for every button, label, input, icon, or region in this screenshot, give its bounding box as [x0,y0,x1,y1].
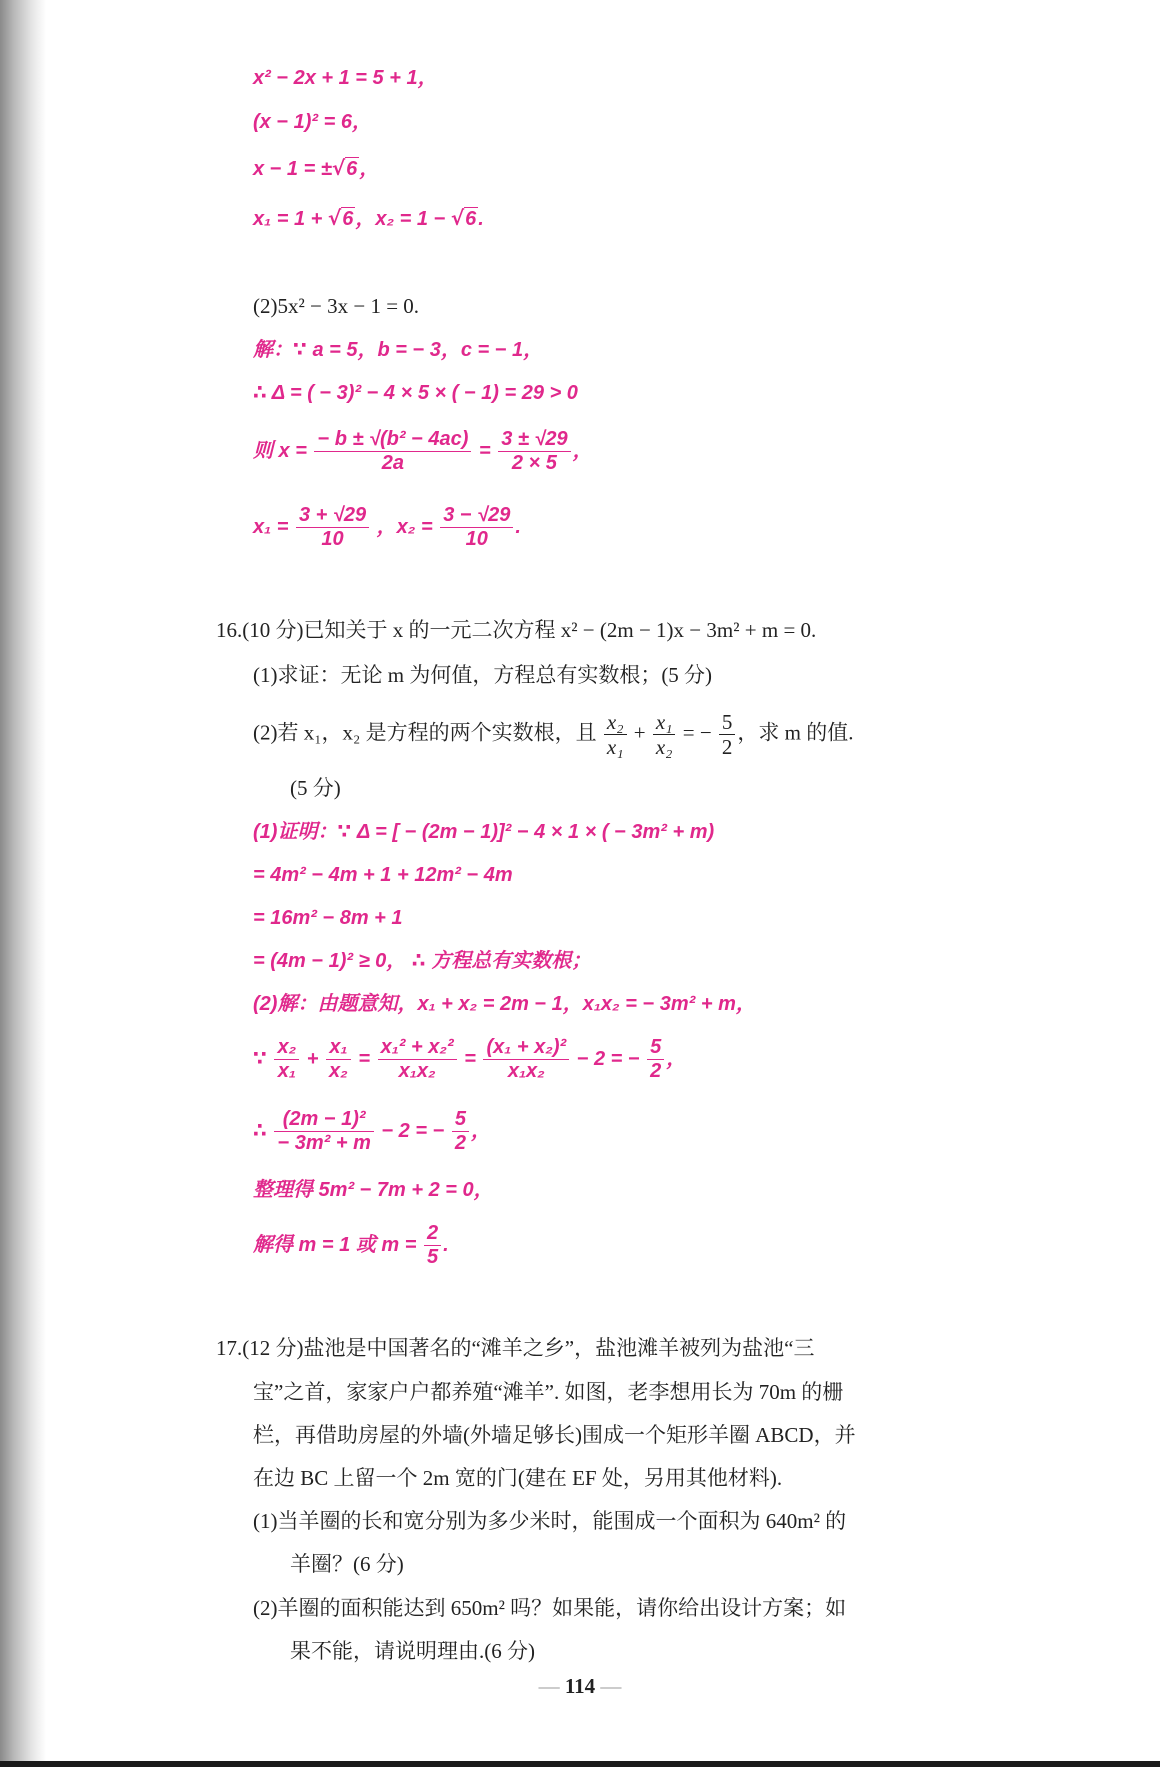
q16-solution-7 [253,1108,491,1155]
q16-solution-6 [253,1036,686,1083]
plus: + [633,720,646,745]
because: ∵ [253,1047,267,1070]
denominator: x₁x₂ [398,1060,436,1082]
punct: ， [470,1119,491,1142]
prefix: 则 x = [253,439,313,462]
q15-part2-problem: (2)5x² − 3x − 1 = 0. [253,294,420,318]
q16-header: 16.(10 分)已知关于 x 的一元二次方程 x² − (2m − 1)x − 3m² + m = 0. [216,618,817,642]
part2-text: (2)若 x₁，x₂ 是方程的两个实数根，且 [253,720,597,745]
punct: . [443,1233,449,1256]
sqrt-6: √6 [331,156,358,180]
minus-two: − 2 = − [381,1119,445,1142]
numerator: 2 [424,1222,441,1246]
denominator: 2 [721,735,733,760]
q17-line-6: 羊圈？(6 分) [290,1552,404,1576]
equals: = [358,1047,371,1070]
therefore: ∴ [253,1119,267,1142]
denominator: x₂ [329,1060,348,1082]
q17-line-7: (2)羊圈的面积能达到 650m² 吗？如果能，请你给出设计方案；如 [253,1596,847,1620]
substituted-fraction [498,428,570,475]
numerator: 5 [719,710,736,735]
page-number-footer [500,1676,660,1697]
q17-line-1: 17.(12 分)盐池是中国著名的“滩羊之乡”，盐池滩羊被列为盐池“三 [216,1336,815,1360]
fraction [653,710,676,759]
denominator: x₂ [655,735,673,760]
fraction [274,1108,373,1155]
q17-line-2: 宝”之首，家家户户都养殖“滩羊”. 如图，老李想用长为 70m 的栅 [253,1380,844,1404]
punct: ， [359,158,380,180]
q17-line-8: 果不能，请说明理由.(6 分) [290,1639,535,1663]
q17-line-4: 在边 BC 上留一个 2m 宽的门(建在 EF 处，另用其他材料). [253,1466,783,1490]
x1-label: x₁ = [253,515,294,538]
denominator: 2 [650,1060,662,1082]
denominator: 2 [454,1132,466,1154]
numerator: x₂ [274,1036,299,1060]
denominator: 5 [426,1246,439,1268]
q15-step-2: (x − 1)² = 6， [253,111,372,133]
punct: ， [666,1047,687,1070]
numerator: 3 + √29 [296,504,369,528]
x2-fraction [440,504,513,551]
equals: = [478,439,491,462]
denominator: x₁ [606,735,624,760]
denominator: x₁ [277,1060,296,1082]
numerator: x₂ [604,710,627,735]
q16-solution-4: = (4m − 1)² ≥ 0， ∴ 方程总有实数根； [253,950,592,972]
q15-step-1: x² − 2x + 1 = 5 + 1， [253,67,438,89]
numerator: 3 − √29 [440,504,513,528]
sqrt-6: √6 [450,206,477,230]
numerator: − b ± √(b² − 4ac) [314,428,471,452]
q16-solution-5: (2)解：由题意知，x₁ + x₂ = 2m − 1，x₁x₂ = − 3m² + m， [253,993,756,1015]
minus-two: − 2 = − [576,1047,640,1070]
fraction [326,1036,351,1083]
q16-part1: (1)求证：无论 m 为何值，方程总有实数根；(5 分) [253,663,713,687]
dash-left: — [538,1674,565,1698]
sqrt-arg: 6 [346,158,358,180]
equals: = − [682,720,712,745]
equals: = [464,1047,476,1070]
q16-part2 [253,710,854,759]
fraction [483,1036,569,1083]
denominator: 10 [321,528,344,550]
bottom-edge [0,1761,1160,1767]
result-text: 解得 m = 1 或 m = [253,1233,422,1256]
punct: . [515,515,521,538]
q15-part2-line-3 [253,428,593,475]
numerator: (2m − 1)² [274,1108,373,1132]
x2-label: ，x₂ = [376,515,439,538]
fraction [274,1036,299,1083]
q16-part2-score: (5 分) [290,776,341,800]
q17-line-5: (1)当羊圈的长和宽分别为多少米时，能围成一个面积为 640m² 的 [253,1509,847,1533]
part2-text: ，求 m 的值. [737,720,854,745]
denominator: 2a [381,452,405,474]
quadratic-formula-fraction [314,428,471,475]
punct: . [478,208,484,230]
fraction [719,710,736,759]
fraction [378,1036,457,1083]
x1-value: x₁ = 1 + [253,208,328,230]
fraction [647,1036,664,1083]
q16-solution-2: = 4m² − 4m + 1 + 12m² − 4m [253,864,513,886]
numerator: 5 [452,1108,469,1132]
fraction [452,1108,469,1155]
q16-solution-1: (1)证明：∵ Δ = [ − (2m − 1)]² − 4 × 1 × ( − 3m² + m) [253,821,715,843]
fraction [604,710,627,759]
x2-value: ，x₂ = 1 − [355,208,451,230]
numerator: x₁² + x₂² [378,1036,457,1060]
punct: ， [572,439,593,462]
denominator: 2 × 5 [511,452,557,474]
denominator: 10 [465,528,488,550]
q15-part2-line-2: ∴ Δ = ( − 3)² − 4 × 5 × ( − 1) = 29 > 0 [253,382,578,404]
q15-part2-line-1: 解：∵ a = 5，b = − 3，c = − 1， [253,339,544,361]
q17-line-3: 栏，再借助房屋的外墙(外墙足够长)围成一个矩形羊圈 ABCD，并 [253,1423,856,1447]
numerator: x₁ [326,1036,351,1060]
plus: + [306,1047,319,1070]
dash-right: — [595,1674,622,1698]
fraction [424,1222,441,1269]
q16-solution-8: 整理得 5m² − 7m + 2 = 0， [253,1179,494,1201]
q15-part2-line-4 [253,504,521,551]
q15-step-3 [253,158,379,179]
numerator: x₁ [653,710,676,735]
numerator: 5 [647,1036,664,1060]
q16-solution-3: = 16m² − 8m + 1 [253,907,403,929]
denominator: − 3m² + m [277,1132,371,1154]
q15-step-4 [253,208,484,229]
q16-solution-9 [253,1222,449,1269]
x1-fraction [296,504,369,551]
sqrt-6: √6 [327,206,354,230]
page-number: 114 [564,1674,596,1698]
q15-step-3-lhs: x − 1 = ± [253,158,332,180]
sqrt-arg: 6 [342,208,354,230]
sqrt-arg: 6 [465,208,477,230]
numerator: (x₁ + x₂)² [483,1036,569,1060]
numerator: 3 ± √29 [498,428,570,452]
denominator: x₁x₂ [507,1060,545,1082]
